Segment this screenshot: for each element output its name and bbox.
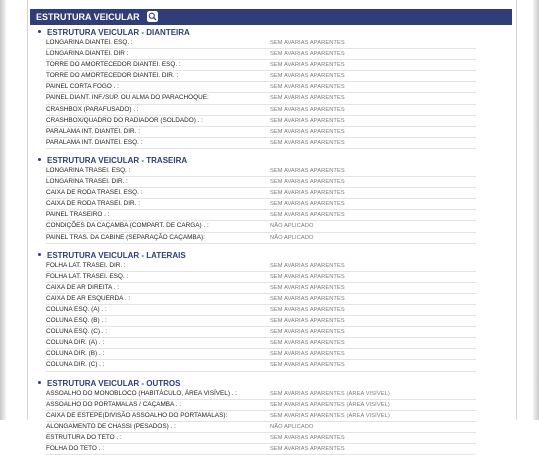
inspection-row xyxy=(46,82,476,93)
inspection-row xyxy=(46,188,476,199)
item-label: CAIXA DE ESTEPE(DIVISÃO ASSOALHO DO PORTAMALAS): xyxy=(46,411,228,419)
item-label: COLUNA ESQ. (C) . : xyxy=(46,328,108,336)
inspection-row xyxy=(46,166,476,177)
inspection-row xyxy=(46,327,476,338)
section xyxy=(36,250,476,372)
bullet-icon xyxy=(38,30,41,33)
inspection-row xyxy=(46,261,476,272)
inspection-row xyxy=(46,272,476,283)
item-status: SEM AVARIAS APARENTES xyxy=(270,62,345,69)
section-title-text: ESTRUTURA VEICULAR - TRASEIRA xyxy=(47,155,188,165)
section-title-text: ESTRUTURA VEICULAR - DIANTEIRA xyxy=(47,28,190,37)
item-status: SEM AVARIAS APARENTES (ÁREA VISÍVEL) xyxy=(270,390,390,397)
inspection-row xyxy=(46,444,476,455)
bullet-icon xyxy=(38,158,41,161)
item-label: ESTRUTURA DO TETO . : xyxy=(46,433,122,441)
inspection-row xyxy=(46,199,476,210)
item-status: SEM AVARIAS APARENTES xyxy=(270,446,345,452)
item-label: ASSOALHO DO PORTAMALAS / CAÇAMBA . : xyxy=(46,400,182,408)
inspection-row xyxy=(46,116,476,127)
inspection-row xyxy=(46,422,476,433)
section-header xyxy=(30,9,512,25)
item-status: SEM AVARIAS APARENTES xyxy=(270,139,345,146)
inspection-row xyxy=(46,93,476,104)
item-label: CAIXA DE RODA TRASEI. ESQ. : xyxy=(46,189,143,197)
item-label: ALONGAMENTO DE CHASSI (PESADOS) . : xyxy=(46,422,176,430)
inspection-row xyxy=(46,221,476,232)
inspection-row xyxy=(46,38,476,49)
inspection-row xyxy=(46,177,476,188)
item-label: COLUNA DIR. (C) . : xyxy=(46,361,105,369)
item-status: SEM AVARIAS APARENTES xyxy=(270,190,345,197)
item-label: LONGARINA DIANTEI. ESQ. : xyxy=(46,39,133,46)
item-label: PAINEL DIANT. INF./SUP. OU ALMA DO PARACHOQUE: xyxy=(46,94,209,102)
inspection-row xyxy=(46,433,476,444)
item-label: COLUNA ESQ. (A) . : xyxy=(46,305,107,313)
section-title xyxy=(36,250,476,261)
inspection-row xyxy=(46,127,476,138)
item-label: LONGARINA TRASEI. DIR. : xyxy=(46,178,128,186)
item-label: TORRE DO AMORTECEDOR DIANTEI. ESQ. : xyxy=(46,61,181,69)
item-status: SEM AVARIAS APARENTES xyxy=(270,318,345,325)
section xyxy=(36,155,476,244)
item-label: COLUNA DIR. (A) . : xyxy=(46,339,105,347)
item-status: SEM AVARIAS APARENTES xyxy=(270,295,345,302)
item-status: SEM AVARIAS APARENTES xyxy=(270,284,345,291)
inspection-row xyxy=(46,210,476,221)
inspection-row xyxy=(46,60,476,71)
inspection-row xyxy=(46,71,476,82)
inspection-row xyxy=(46,138,476,149)
left-shadow xyxy=(0,0,6,420)
section-title xyxy=(36,378,476,389)
item-status: SEM AVARIAS APARENTES xyxy=(270,73,345,80)
item-label: CAIXA DE AR ESQUERDA . : xyxy=(46,294,131,302)
item-label: COLUNA ESQ. (B) . : xyxy=(46,317,107,325)
item-label: CONDIÇÕES DA CAÇAMBA (COMPART. DE CARGA) . : xyxy=(46,222,209,230)
inspection-row xyxy=(46,411,476,422)
item-status: SEM AVARIAS APARENTES xyxy=(270,212,345,219)
item-label: PAINEL TRASEIRO . : xyxy=(46,211,110,219)
inspection-row xyxy=(46,105,476,116)
item-label: FOLHA LAT. TRASEI. ESQ. : xyxy=(46,272,129,280)
item-status: NÃO APLICADO xyxy=(270,234,314,241)
item-label: PARALAMA INT. DIANTEI. ESQ. : xyxy=(46,138,143,146)
inspection-row xyxy=(46,49,476,60)
magnifier-document-icon[interactable] xyxy=(147,11,158,22)
item-label: COLUNA DIR. (B) . : xyxy=(46,350,105,358)
section xyxy=(36,378,476,455)
item-label: PAINEL CORTA FOGO . : xyxy=(46,83,119,91)
item-label: TORRE DO AMORTECEDOR DIANTEI. DIR. : xyxy=(46,72,179,80)
section-title-text: ESTRUTURA VEICULAR - OUTROS xyxy=(47,378,181,388)
item-status: SEM AVARIAS APARENTES xyxy=(270,84,345,91)
item-label: PARALAMA INT. DIANTEI. DIR. : xyxy=(46,127,140,135)
inspection-list xyxy=(36,27,476,455)
item-status: SEM AVARIAS APARENTES xyxy=(270,434,345,441)
item-status: SEM AVARIAS APARENTES xyxy=(270,128,345,135)
item-status: SEM AVARIAS APARENTES xyxy=(270,201,345,208)
inspection-row xyxy=(46,316,476,327)
inspection-row xyxy=(46,283,476,294)
item-status: SEM AVARIAS APARENTES xyxy=(270,167,345,174)
item-label: LONGARINA DIANTEI. DIR : xyxy=(46,50,129,58)
item-label: FOLHA LAT. TRASEI. DIR. : xyxy=(46,261,126,269)
inspection-row xyxy=(46,400,476,411)
item-status: NÃO APLICADO xyxy=(270,223,314,230)
inspection-row xyxy=(46,389,476,400)
section xyxy=(36,27,476,149)
inspection-row xyxy=(46,338,476,349)
inspection-row xyxy=(46,294,476,305)
inspection-row xyxy=(46,233,476,244)
header-title: ESTRUTURA VEICULAR xyxy=(36,12,140,22)
bullet-icon xyxy=(38,381,41,384)
item-label: ASSOALHO DO MONOBLOCO (HABITÁCULO, ÁREA VISÍVEL) . : xyxy=(46,389,238,397)
item-status: SEM AVARIAS APARENTES xyxy=(270,51,345,58)
item-label: CRASHBOX (PARAFUSADO) . : xyxy=(46,105,139,113)
item-status: SEM AVARIAS APARENTES xyxy=(270,351,345,358)
item-status: SEM AVARIAS APARENTES xyxy=(270,179,345,186)
bullet-icon xyxy=(38,253,41,256)
item-status: SEM AVARIAS APARENTES xyxy=(270,106,345,113)
section-title xyxy=(36,27,476,38)
item-status: SEM AVARIAS APARENTES xyxy=(270,362,345,369)
item-status: SEM AVARIAS APARENTES xyxy=(270,340,345,347)
item-label: CRASHBOX/QUADRO DO RADIADOR (SOLDADO) . : xyxy=(46,116,203,124)
item-status: SEM AVARIAS APARENTES xyxy=(270,262,345,269)
item-status: SEM AVARIAS APARENTES xyxy=(270,306,345,313)
item-status: SEM AVARIAS APARENTES xyxy=(270,273,345,280)
item-status: SEM AVARIAS APARENTES xyxy=(270,117,345,124)
item-status: SEM AVARIAS APARENTES xyxy=(270,95,345,102)
item-label: FOLHA DO TETO . : xyxy=(46,445,105,452)
inspection-row xyxy=(46,305,476,316)
section-title xyxy=(36,155,476,166)
item-status: SEM AVARIAS APARENTES (ÁREA VISÍVEL) xyxy=(270,401,390,408)
inspection-row xyxy=(46,360,476,371)
item-label: LONGARINA TRASEI. ESQ. : xyxy=(46,166,131,174)
item-status: SEM AVARIAS APARENTES xyxy=(270,329,345,336)
item-label: CAIXA DE RODA TRASEI. DIR. : xyxy=(46,200,140,208)
item-status: NÃO APLICADO xyxy=(270,423,314,430)
item-status: SEM AVARIAS APARENTES (ÁREA VISÍVEL) xyxy=(270,412,390,419)
right-shadow xyxy=(533,0,539,420)
item-status: SEM AVARIAS APARENTES xyxy=(270,40,345,46)
inspection-row xyxy=(46,349,476,360)
item-label: CAIXA DE AR DIREITA . : xyxy=(46,283,120,291)
item-label: PAINEL TRAS. DA CABINE (SEPARAÇÃO CAÇAMBA): xyxy=(46,233,205,241)
section-title-text: ESTRUTURA VEICULAR - LATERAIS xyxy=(47,250,186,260)
